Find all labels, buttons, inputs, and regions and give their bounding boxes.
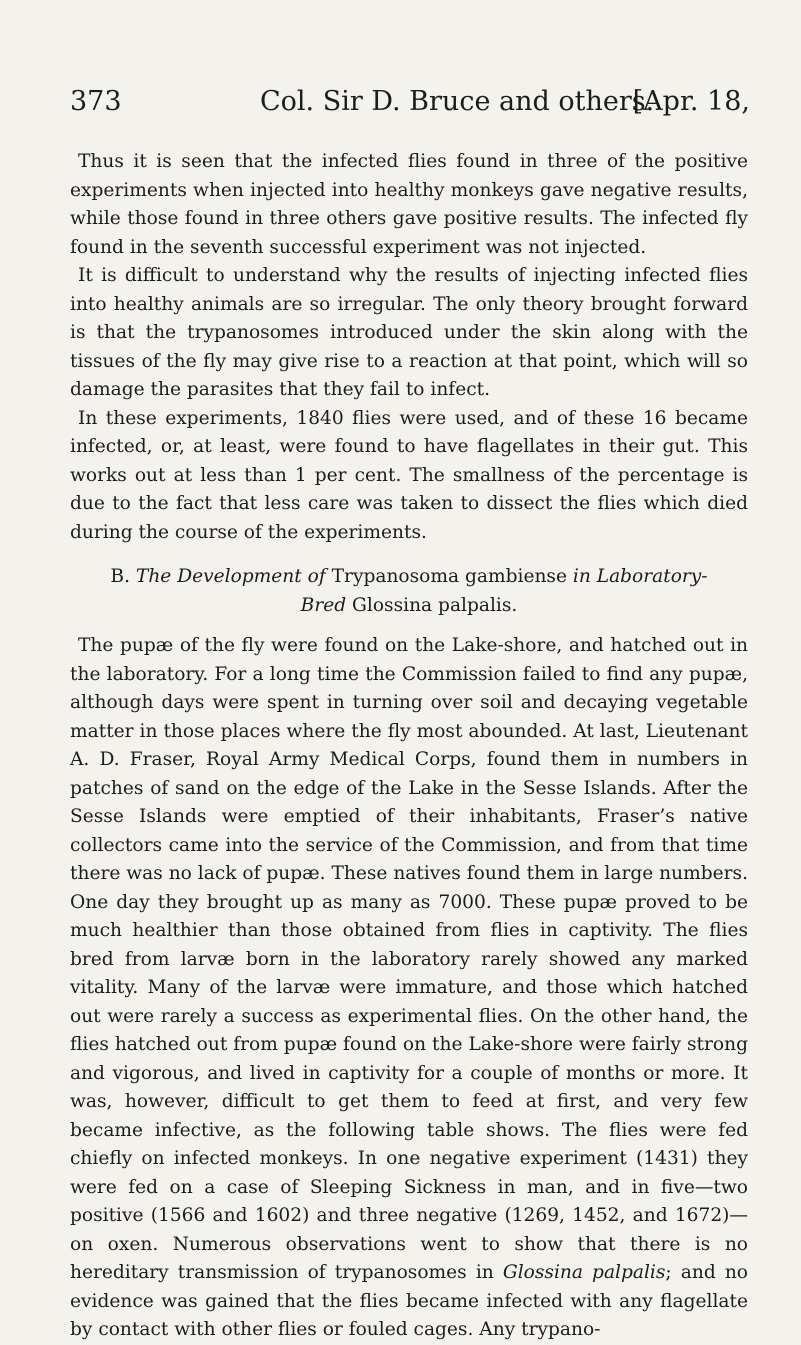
paragraph-4-text-2: ; and no evidence was gained that the flies became infected with any flagellate by contact with other flies or fouled cages. Any trypano- (70, 1262, 749, 1340)
section-heading-italic-1: The Development of (135, 566, 326, 587)
running-header (70, 82, 750, 122)
body-text (70, 148, 748, 1345)
section-heading-species: Trypanosoma gambiense (325, 566, 573, 587)
running-title: Col. Sir D. Bruce and others. (260, 86, 655, 117)
header-date: [Apr. 18, (632, 86, 750, 117)
paragraph-1: Thus it is seen that the infected flies found in three of the positive experiments when injected into healthy monkeys gave negative results, while those found in three others gave positive results. The infected fly found in the seventh successful experiment was not injected. (70, 151, 748, 258)
section-heading (70, 563, 748, 620)
paragraph-4-text-1: The pupæ of the fly were found on the Lake-shore, and hatched out in the laboratory. For a long time the Commission failed to find any pupæ, although days were spent in turning over soil and decaying vegetable matter in those places where the fly most abounded. At last, Lieutenant A. D. Fraser, Royal Army Medical Corps, found them in numbers in patches of sand on the edge of the Lake in the Sesse Islands. After the Sesse Islands were emptied of their inhabitants, Fraser’s native collectors came into the service of the Commission, and from that time there was no lack of pupæ. These natives found them in large numbers. One day they brought up as many as 7000. These pupæ proved to be much healthier than those obtained from flies in captivity. The flies bred from larvæ born in the laboratory rarely showed any marked vitality. Many of the larvæ were immature, and those which hatched out were rarely a success as experimental flies. On the other hand, the flies hatched out from pupæ found on the Lake-shore were fairly strong and vigorous, and lived in captivity for a couple of months or more. It was, however, difficult to get them to feed at first, and very few became infective, as the following table shows. The flies were fed chiefly on infected monkeys. In one negative experiment (1431) they were fed on a case of Sleeping Sickness in man, and in five—two positive (1566 and 1602) and three negative (1269, 1452, and 1672)—on oxen. Numerous observations went to show that there is no hereditary transmission of trypanosomes in (70, 635, 748, 1283)
paragraph-4-species-italic: Glossina palpalis (502, 1262, 666, 1283)
section-heading-italic-2: in Laboratory-Bred (300, 566, 708, 616)
section-heading-host: Glossina palpalis. (346, 594, 518, 616)
page-number: 373 (70, 86, 122, 117)
section-heading-prefix: B. (110, 566, 136, 587)
paragraph-4 (70, 632, 748, 1345)
paragraph-3: In these experiments, 1840 flies were used, and of these 16 became infected, or, at least, were found to have flagellates in their gut. This works out at less than 1 per cent. The smallness of the percentage is due to the fact that less care was taken to dissect the flies which died during the course of the experiments. (70, 407, 748, 543)
paragraph-2: It is difficult to understand why the results of injecting infected flies into healthy animals are so irregular. The only theory brought forward is that the trypanosomes introduced under the skin along with the tissues of the fly may give rise to a reaction at that point, which will so damage the parasites that they fail to infect. (70, 265, 748, 400)
